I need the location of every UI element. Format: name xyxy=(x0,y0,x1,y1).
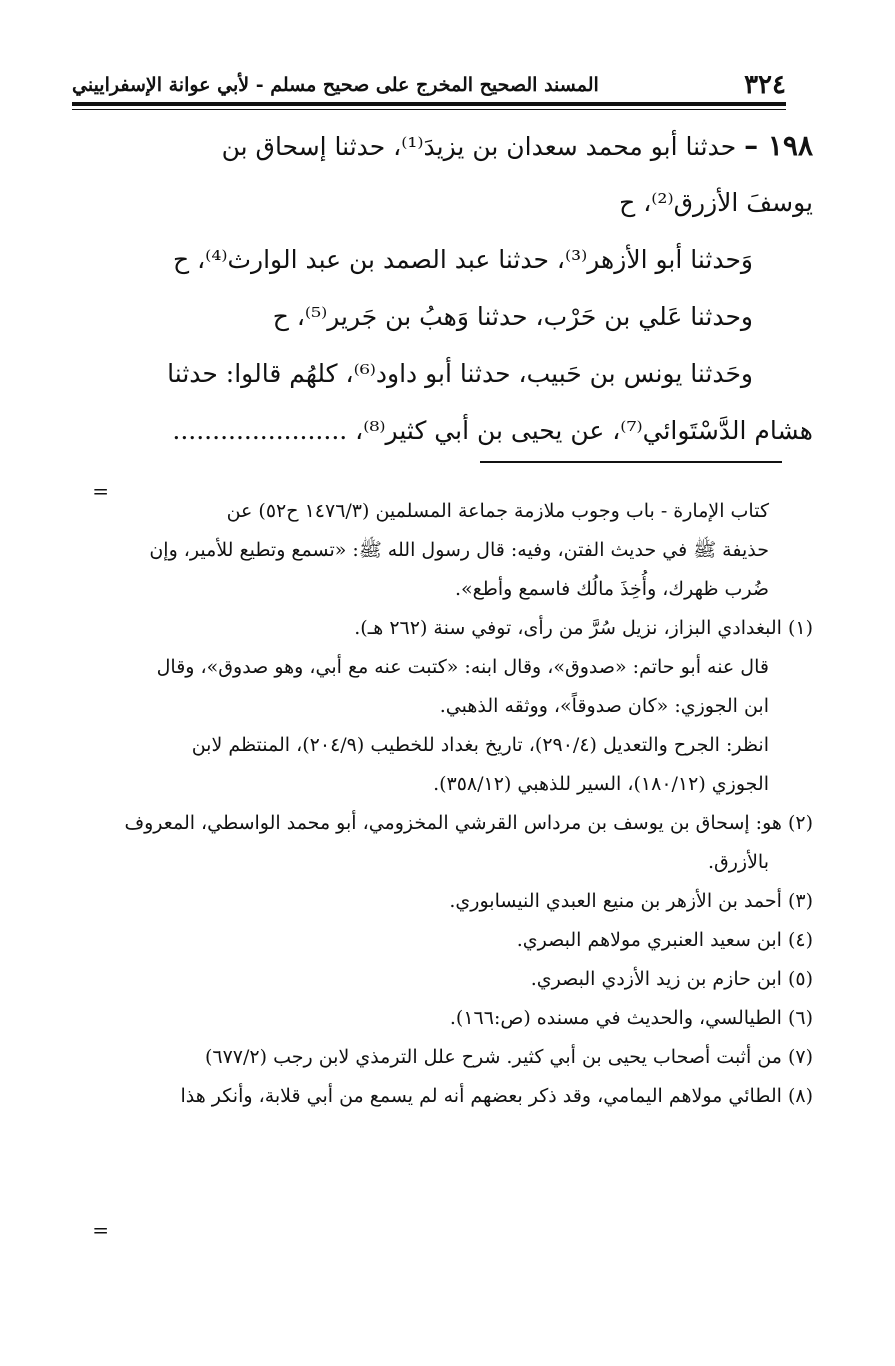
footnote-continuation-line: حذيفة ﷺ في حديث الفتن، وفيه: قال رسول الله ﷺ: «تسمع وتطيع للأمير، وإن xyxy=(149,539,769,561)
page-number: ٣٢٤ xyxy=(744,70,786,100)
footnote-line: انظر: الجرح والتعديل (٢٩٠/٤)، تاريخ بغداد للخطيب (٢٠٤/٩)، المنتظم لابن xyxy=(191,734,769,756)
footnote-4 xyxy=(72,921,813,960)
footnotes xyxy=(72,492,813,1116)
footnote-line: ابن الجوزي: «كان صدوقاً»، ووثقه الذهبي. xyxy=(439,695,769,717)
footnote-label: (٤) xyxy=(787,929,813,951)
footnote-label: (١) xyxy=(787,617,813,639)
footnote-7 xyxy=(72,1038,813,1077)
hadith-line: وَحدثنا أبو الأزهر⁽³⁾، حدثنا عبد الصمد بن عبد الوارث⁽⁴⁾، ح xyxy=(173,245,753,274)
footnote-label: (٢) xyxy=(787,812,813,834)
footnote-text: الطيالسي، والحديث في مسنده (ص:١٦٦). xyxy=(449,1007,782,1029)
footnote-text: أحمد بن الأزهر بن منيع العبدي النيسابوري. xyxy=(449,890,782,912)
footnote-1 xyxy=(72,609,813,648)
footnote-label: (٥) xyxy=(787,968,813,990)
footnote-line: قال عنه أبو حاتم: «صدوق»، وقال ابنه: «كتبت عنه مع أبي، وهو صدوق»، وقال xyxy=(156,656,769,678)
footnote-text: ابن حازم بن زيد الأزدي البصري. xyxy=(530,968,782,990)
header-rule-thick xyxy=(72,102,786,106)
header-rule-thin xyxy=(72,109,786,110)
running-title: المسند الصحيح المخرج على صحيح مسلم - لأبي عوانة الإسفراييني xyxy=(72,74,599,96)
footnote-text: الطائي مولاهم اليمامي، وقد ذكر بعضهم أنه لم يسمع من أبي قلابة، وأنكر هذا xyxy=(180,1085,782,1107)
page-header xyxy=(72,70,786,100)
hadith-text xyxy=(72,117,813,459)
hadith-line: وحدثنا عَلي بن حَرْب، حدثنا وَهبُ بن جَرير⁽⁵⁾، ح xyxy=(272,302,753,331)
continuation-mark: = xyxy=(92,479,109,503)
footnote-line: بالأزرق. xyxy=(707,851,769,873)
footnote-separator xyxy=(480,461,782,463)
footnote-5 xyxy=(72,960,813,999)
hadith-number: ١٩٨ – xyxy=(744,129,813,162)
hadith-line: يوسفَ الأزرق⁽²⁾، ح xyxy=(619,188,813,217)
footnote-6 xyxy=(72,999,813,1038)
footnote-3 xyxy=(72,882,813,921)
footnote-label: (٦) xyxy=(787,1007,813,1029)
footnote-continuation-line: كتاب الإمارة - باب وجوب ملازمة جماعة المسلمين (١٤٧٦/٣ ح٥٢) عن xyxy=(226,500,769,522)
footnote-2 xyxy=(72,804,813,843)
footnote-label: (٣) xyxy=(787,890,813,912)
footnote-8 xyxy=(72,1077,813,1116)
footnote-label: (٧) xyxy=(787,1046,813,1068)
hadith-line: وحَدثنا يونس بن حَبيب، حدثنا أبو داود⁽⁶⁾، كلهُم قالوا: حدثنا xyxy=(167,359,753,388)
footnote-label: (٨) xyxy=(787,1085,813,1107)
footnote-text: ابن سعيد العنبري مولاهم البصري. xyxy=(516,929,782,951)
continuation-mark-end: = xyxy=(92,1218,109,1242)
footnote-line: الجوزي (١٨٠/١٢)، السير للذهبي (٣٥٨/١٢). xyxy=(433,773,769,795)
footnote-text: هو: إسحاق بن يوسف بن مرداس القرشي المخزومي، أبو محمد الواسطي، المعروف xyxy=(124,812,782,834)
footnote-text: البغدادي البزاز، نزيل سُرَّ من رأى، توفي سنة (٢٦٢ هـ). xyxy=(354,617,782,639)
hadith-line: هشام الدَّسْتَوائي⁽⁷⁾، عن يحيى بن أبي كثير⁽⁸⁾، ...................... xyxy=(172,416,813,445)
hadith-line-text: حدثنا أبو محمد سعدان بن يزيدَ⁽¹⁾، حدثنا إسحاق بن xyxy=(221,132,737,161)
footnote-text: من أثبت أصحاب يحيى بن أبي كثير. شرح علل الترمذي لابن رجب (٦٧٧/٢) xyxy=(204,1046,782,1068)
hadith-line xyxy=(72,117,813,174)
footnote-continuation-line: ضُرب ظهرك، وأُخِذَ مالُك فاسمع وأطع». xyxy=(454,578,769,600)
